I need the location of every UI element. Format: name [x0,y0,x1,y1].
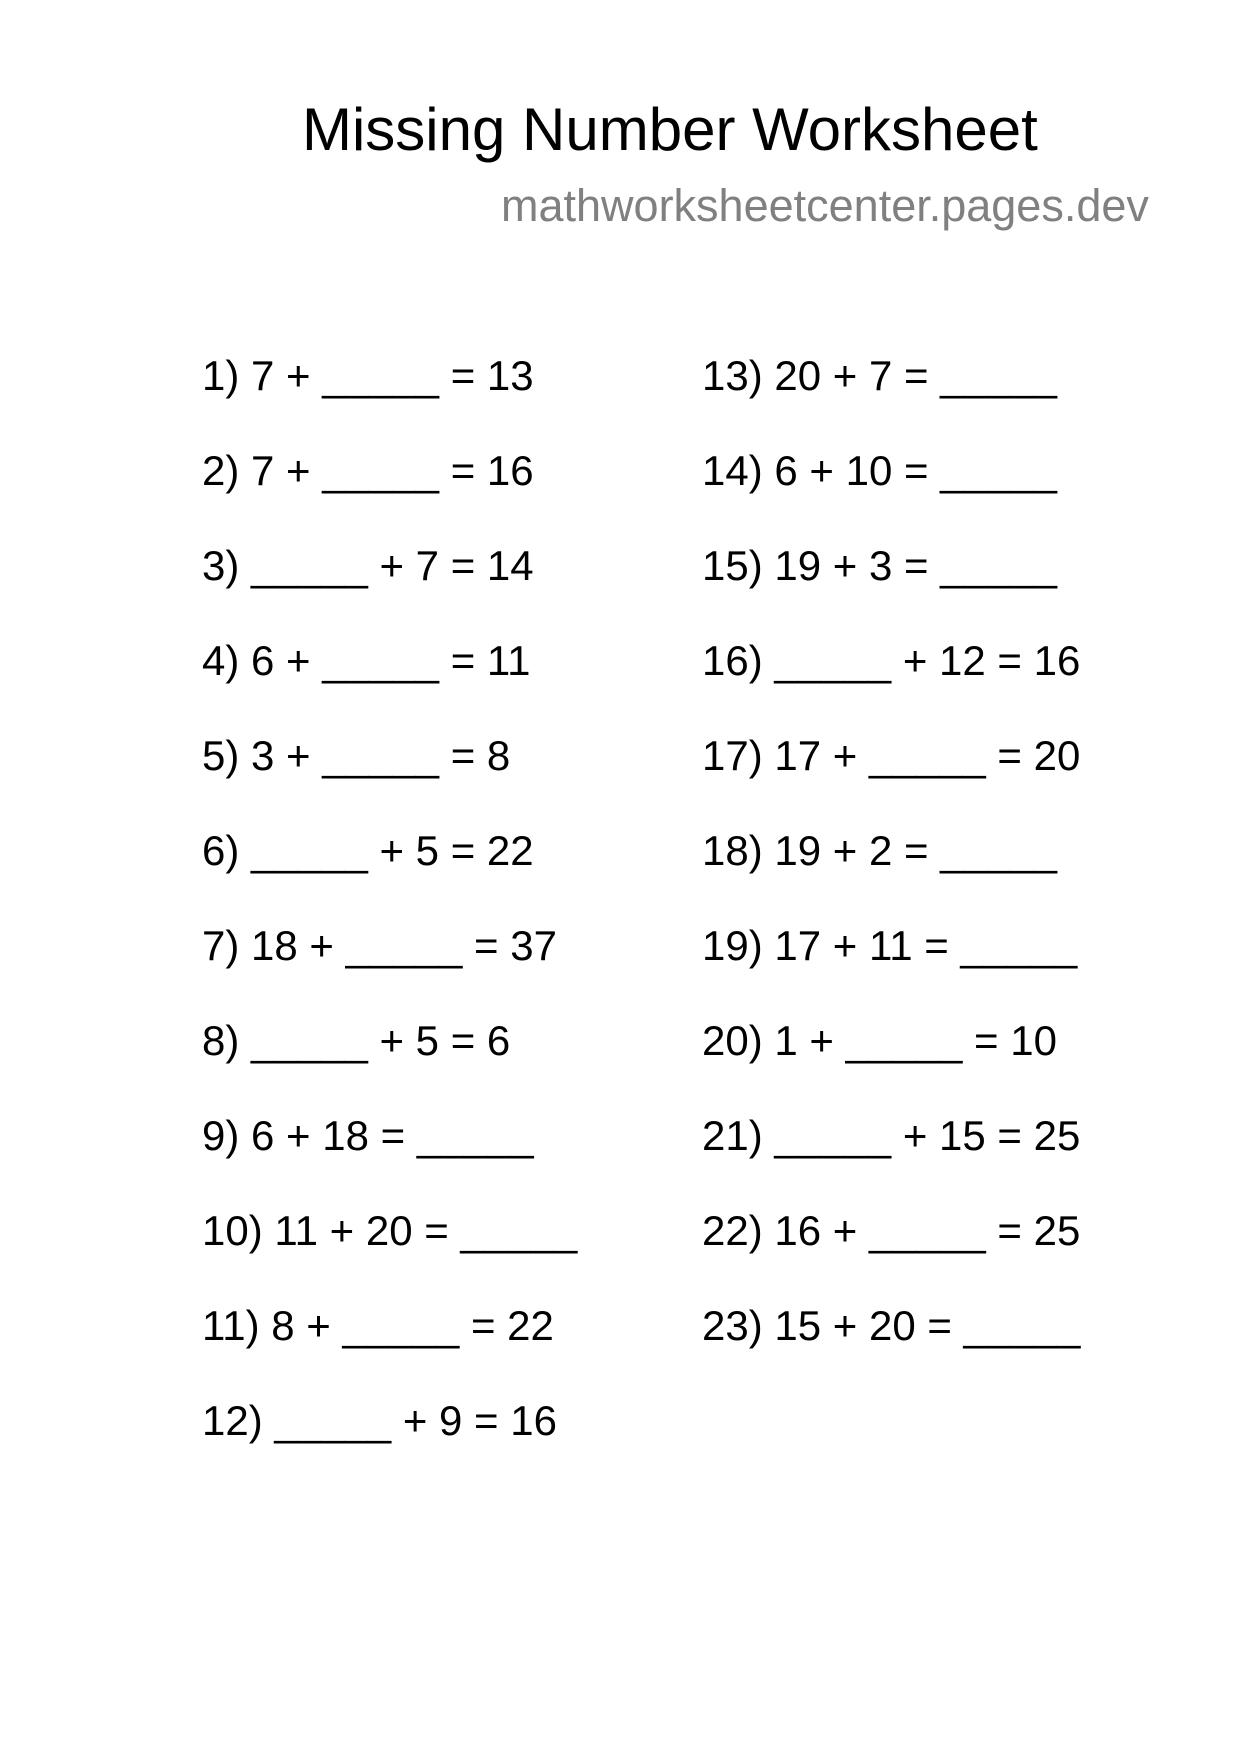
problem-11: 11) 8 + _____ = 22 [202,1302,554,1349]
problem-4: 4) 6 + _____ = 11 [202,637,531,684]
problem-21: 21) _____ + 15 = 25 [702,1112,1081,1159]
page-title: Missing Number Worksheet [302,96,1038,163]
problem-5: 5) 3 + _____ = 8 [202,732,511,779]
problem-14: 14) 6 + 10 = _____ [702,447,1057,494]
problem-12: 12) _____ + 9 = 16 [202,1397,557,1444]
problem-2: 2) 7 + _____ = 16 [202,447,534,494]
problem-18: 18) 19 + 2 = _____ [702,827,1057,874]
problem-22: 22) 16 + _____ = 25 [702,1207,1081,1254]
problem-17: 17) 17 + _____ = 20 [702,732,1081,779]
problem-16: 16) _____ + 12 = 16 [702,637,1081,684]
problem-6: 6) _____ + 5 = 22 [202,827,534,874]
problem-8: 8) _____ + 5 = 6 [202,1017,511,1064]
problem-1: 1) 7 + _____ = 13 [202,352,534,399]
site-url: mathworksheetcenter.pages.dev [501,180,1149,231]
problem-7: 7) 18 + _____ = 37 [202,922,557,969]
problem-3: 3) _____ + 7 = 14 [202,542,534,589]
problem-23: 23) 15 + 20 = _____ [702,1302,1081,1349]
problem-10: 10) 11 + 20 = _____ [202,1207,578,1254]
problem-9: 9) 6 + 18 = _____ [202,1112,534,1159]
problem-20: 20) 1 + _____ = 10 [702,1017,1057,1064]
problem-19: 19) 17 + 11 = _____ [702,922,1078,969]
problem-13: 13) 20 + 7 = _____ [702,352,1057,399]
problem-15: 15) 19 + 3 = _____ [702,542,1057,589]
